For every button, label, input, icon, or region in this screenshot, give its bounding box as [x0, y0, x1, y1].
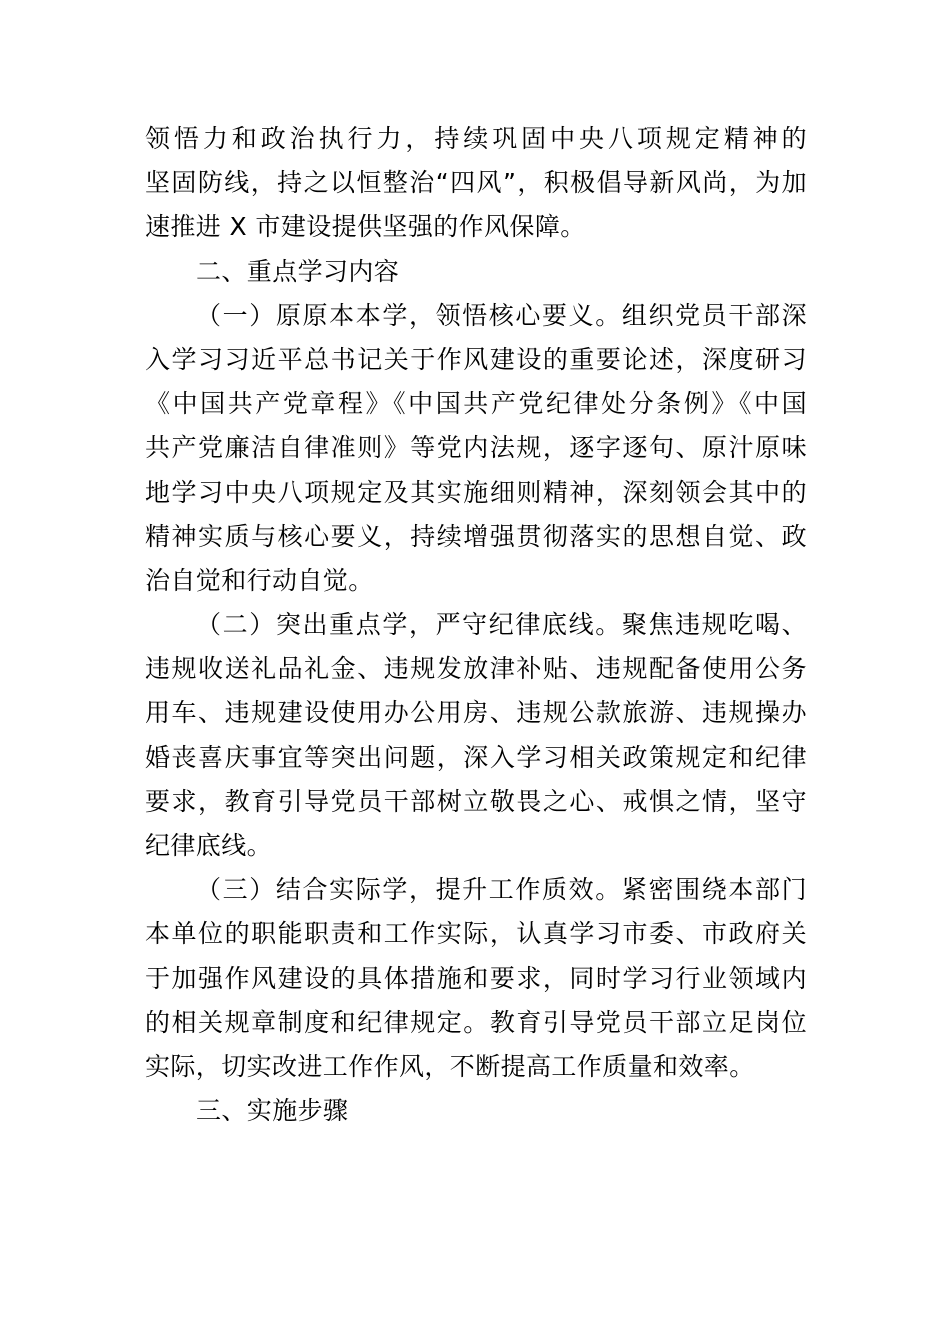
- text-line: 精神实质与核心要义，持续增强贯彻落实的思想自觉、政: [145, 521, 807, 551]
- paragraph-practical-study: [145, 868, 807, 1089]
- text-line: 于加强作风建设的具体措施和要求，同时学习行业领域内: [145, 963, 807, 993]
- text-line: 婚丧喜庆事宜等突出问题，深入学习相关政策规定和纪律: [145, 742, 807, 772]
- section-heading-key-content: [145, 250, 807, 294]
- paragraph-key-points: [145, 603, 807, 868]
- heading-text: 三、实施步骤: [196, 1096, 349, 1126]
- section-heading-implementation-steps: [145, 1089, 807, 1133]
- document-page: [145, 117, 807, 1133]
- heading-text: 二、重点学习内容: [196, 256, 400, 286]
- paragraph-continuation: [145, 117, 807, 250]
- text-line: 入学习习近平总书记关于作风建设的重要论述，深度研习: [145, 344, 807, 374]
- text-line: 领悟力和政治执行力，持续巩固中央八项规定精神的: [145, 124, 807, 153]
- text-line: 实际，切实改进工作作风，不断提高工作质量和效率。: [145, 1051, 755, 1081]
- text-line: 《中国共产党章程》《中国共产党纪律处分条例》《中国: [145, 389, 807, 419]
- paragraph-study-original: [145, 294, 807, 603]
- text-line: 用车、违规建设使用办公用房、违规公款旅游、违规操办: [145, 698, 807, 728]
- text-line: 的相关规章制度和纪律规定。教育引导党员干部立足岗位: [145, 1007, 807, 1037]
- text-line: 坚固防线，持之以恒整治“四风”，积极倡导新风尚，为加: [145, 168, 807, 198]
- text-line: 要求，教育引导党员干部树立敬畏之心、戒惧之情，坚守: [145, 786, 807, 816]
- text-line: 地学习中央八项规定及其实施细则精神，深刻领会其中的: [145, 477, 807, 507]
- text-line: （二）突出重点学，严守纪律底线。聚焦违规吃喝、: [196, 610, 807, 640]
- text-line: （三）结合实际学，提升工作质效。紧密围绕本部门: [196, 875, 807, 905]
- text-line: （一）原原本本学，领悟核心要义。组织党员干部深: [196, 300, 807, 330]
- text-line: 共产党廉洁自律准则》等党内法规，逐字逐句、原汁原味: [145, 433, 807, 463]
- text-line: 违规收送礼品礼金、违规发放津补贴、违规配备使用公务: [145, 654, 807, 684]
- text-line: 速推进 X 市建设提供坚强的作风保障。: [145, 212, 586, 242]
- text-line: 纪律底线。: [145, 831, 273, 860]
- text-line: 本单位的职能职责和工作实际，认真学习市委、市政府关: [145, 919, 807, 949]
- text-line: 治自觉和行动自觉。: [145, 565, 374, 595]
